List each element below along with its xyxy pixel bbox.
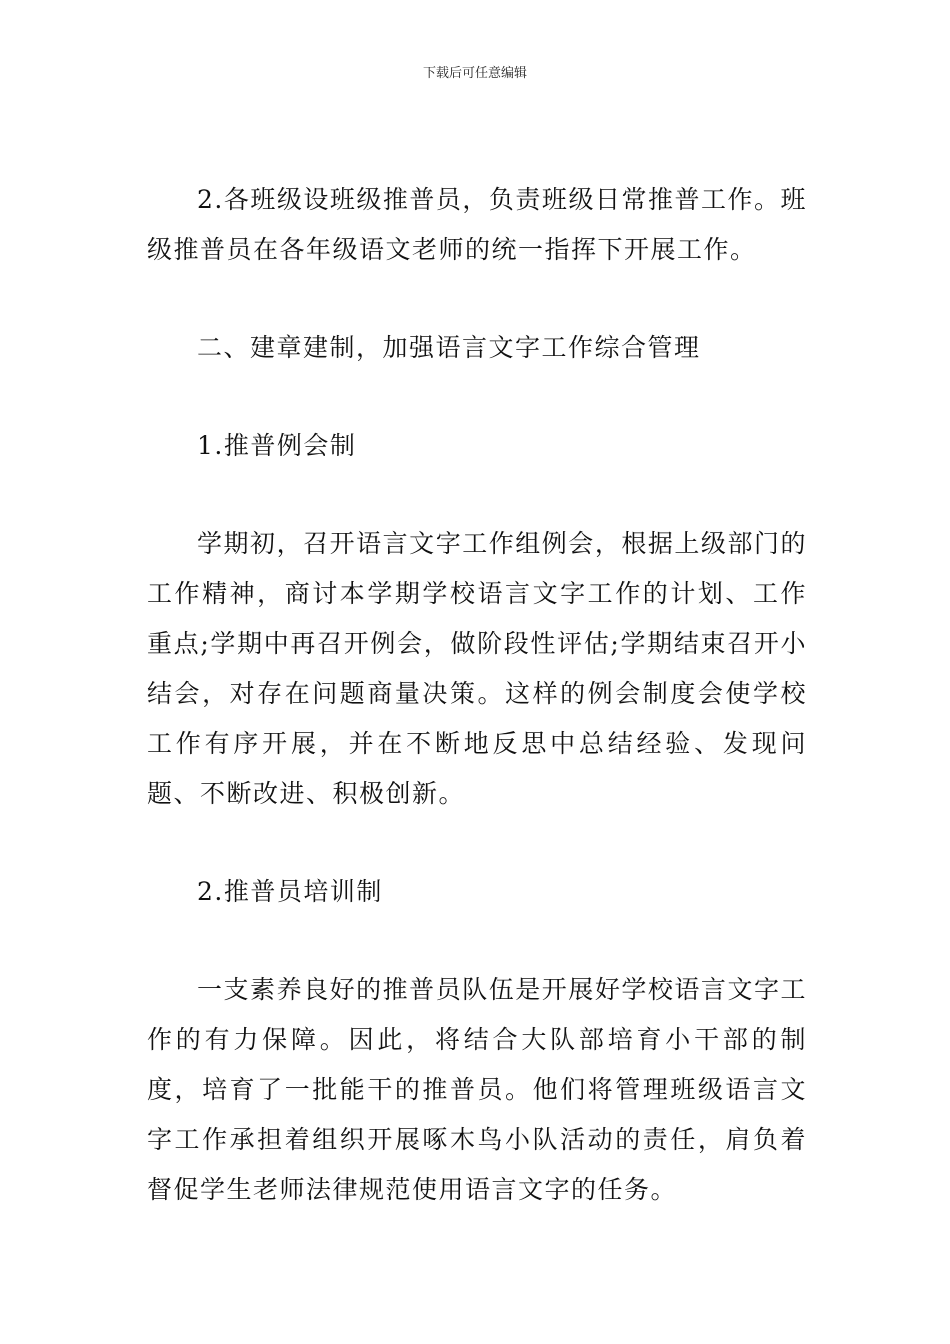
subheading-meeting-system: 1.推普例会制: [197, 431, 357, 460]
paragraph-gap: [147, 471, 807, 519]
section-heading-regulations: 二、建章建制，加强语言文字工作综合管理: [197, 333, 701, 362]
subheading-training-system: 2.推普员培训制: [197, 877, 383, 906]
paragraph-gap: [147, 275, 807, 323]
paragraph-class-promoters: 2.各班级设班级推普员，负责班级日常推普工作。班级推普员在各年级语文老师的统一指挥下开展工作。: [147, 185, 807, 264]
paragraph-training-system: 一支素养良好的推普员队伍是开展好学校语言文字工作的有力保障。因此，将结合大队部培育小干部的制度，培育了一批能干的推普员。他们将管理班级语言文字工作承担着组织开展啄木鸟小队活动的责任，肩负着督促学生老师法律规范使用语言文字的任务。: [147, 975, 807, 1204]
paragraph-meeting-system: 学期初，召开语言文字工作组例会，根据上级部门的工作精神，商讨本学期学校语言文字工作的计划、工作重点;学期中再召开例会，做阶段性评估;学期结束召开小结会，对存在问题商量决策。这样的例会制度会使学校工作有序开展，并在不断地反思中总结经验、发现问题、不断改进、积极创新。: [147, 529, 807, 808]
paragraph-gap: [147, 373, 807, 421]
paragraph-gap: [147, 819, 807, 867]
document-body: [147, 175, 807, 1215]
paragraph-gap: [147, 917, 807, 965]
page-header: 下载后可任意编辑: [422, 66, 527, 81]
